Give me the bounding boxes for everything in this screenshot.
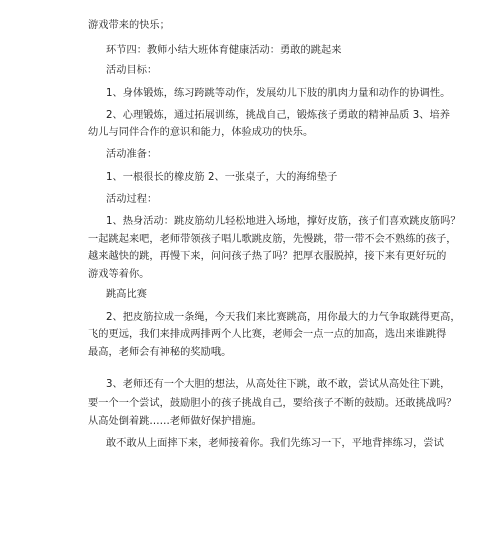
process-step-3-continued-b: 从高处倒着跳……老师做好保护措施。 [88,416,263,427]
process-step-4: 敢不敢从上面摔下来，老师接着你。我们先练习一下，平地背摔练习，尝试 [106,438,444,449]
text-line-1: 游戏带来的快乐； [88,20,170,31]
section-heading-step-four: 环节四：教师小结大班体育健康活动：勇敢的跳起来 [106,45,342,56]
process-step-3-continued-a: 要一个一个尝试，鼓励胆小的孩子挑战自己，要给孩子不断的鼓励。还敢挑战吗？ [88,398,457,409]
goal-item-2-continued: 幼儿与同伴合作的意识和能力，体验成功的快乐。 [88,127,314,138]
process-step-2-continued-b: 最高，老师会有神秘的奖励哦。 [88,347,232,358]
heading-high-jump-contest: 跳高比赛 [106,289,147,300]
heading-activity-preparation: 活动准备： [106,149,158,160]
heading-activity-goals: 活动目标： [106,65,158,76]
process-step-1: 1、热身活动：跳皮筋幼儿轻松地进入场地，撑好皮筋，孩子们喜欢跳皮筋吗？ [106,216,461,227]
process-step-3: 3、老师还有一个大胆的想法，从高处往下跳，敢不敢，尝试从高处往下跳， [106,379,451,390]
process-step-2-continued-a: 飞的更远，我们来排成两排两个人比赛，老师会一点一点的加高，选出来谁跳得 [88,329,447,340]
heading-activity-process: 活动过程： [106,194,158,205]
preparation-item: 1、一根很长的橡皮筋 2、一张桌子，大的海绵垫子 [106,172,338,183]
goal-item-1: 1、身体锻炼，练习跨跳等动作，发展幼儿下肢的肌肉力量和动作的协调性。 [106,88,451,99]
goal-item-2: 2、心理锻炼，通过拓展训练，挑战自己，锻炼孩子勇敢的精神品质 3、培养 [106,110,450,121]
process-step-1-continued-c: 游戏等着你。 [88,269,150,280]
process-step-1-continued-b: 越来越快的跳，再慢下来，问问孩子热了吗？把厚衣服脱掉，接下来有更好玩的 [88,251,447,262]
process-step-2: 2、把皮筋拉成一条绳，今天我们来比赛跳高，用你最大的力气争取跳得更高， [106,312,461,323]
process-step-1-continued-a: 一起跳起来吧，老师带领孩子唱儿歌跳皮筋，先慢跳，带一带不会不熟练的孩子， [88,234,457,245]
